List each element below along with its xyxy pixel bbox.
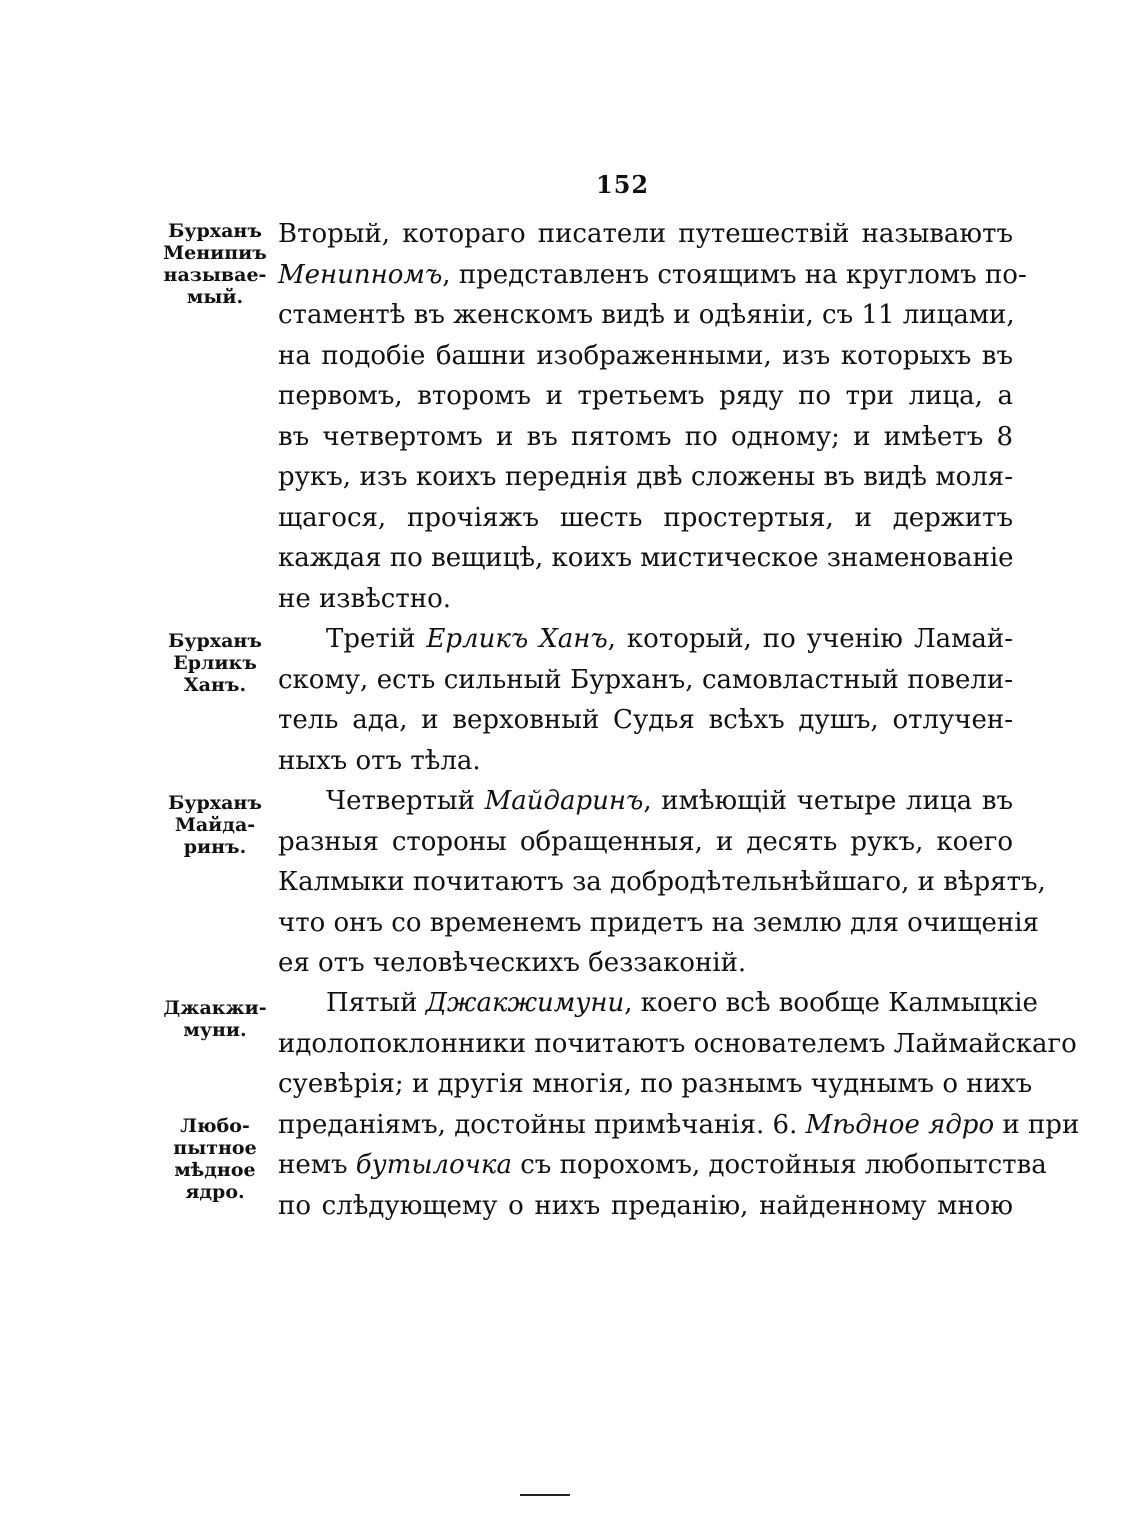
text-run: Пятый bbox=[326, 988, 426, 1018]
text-run: преданіямъ, достойны примѣчанія. 6. bbox=[278, 1109, 806, 1140]
text-line bbox=[278, 1145, 1047, 1186]
text-run: съ порохомъ, достойныя любопытства bbox=[511, 1150, 1047, 1180]
italic-term: Мѣдное ядро bbox=[805, 1109, 995, 1140]
text-run: , коего всѣ вообще Калмыцкіе bbox=[624, 988, 1038, 1018]
text-run: , имѣющій четыре лица въ bbox=[643, 786, 1013, 816]
margin-note-line: мѣдное bbox=[174, 1159, 256, 1181]
margin-note-line: мый. bbox=[186, 286, 244, 308]
page-number: 152 bbox=[596, 170, 650, 199]
text-line: разныя стороны обращенныя, и десять рукъ, коего bbox=[278, 826, 1013, 857]
margin-note-line: называе- bbox=[163, 264, 267, 286]
text-line: въ четвертомъ и въ пятомъ по одному; и имѣетъ 8 bbox=[278, 421, 1013, 452]
text-line: суевѣрія; и другія многія, по разнымъ чуднымъ о нихъ bbox=[278, 1069, 1033, 1099]
footer-rule bbox=[520, 1494, 570, 1496]
margin-note-burkhan-erlik bbox=[163, 630, 267, 696]
margin-note-copper-ball bbox=[163, 1115, 267, 1203]
italic-name: Менипномъ bbox=[278, 259, 443, 290]
margin-note-line: ядро. bbox=[185, 1181, 245, 1203]
text-line: тель ада, и верховный Судья всѣхъ душъ, отлучен- bbox=[278, 705, 1013, 735]
text-line: что онъ со временемъ придетъ на землю для очищенія bbox=[278, 907, 1039, 938]
text-line: Калмыки почитаютъ за добродѣтельнѣйшаго, и вѣрятъ, bbox=[278, 867, 1046, 897]
margin-note-line: Менипиъ bbox=[163, 242, 267, 264]
text-line: идолопоклонники почитаютъ основателемъ Лаймайскаго bbox=[278, 1028, 1077, 1059]
text-line: по слѣдующему о нихъ преданію, найденному мною bbox=[278, 1190, 1013, 1221]
paragraph-fourth-burkhan bbox=[278, 781, 1046, 984]
italic-name: Ерликъ Ханъ bbox=[426, 624, 608, 654]
margin-note-line: Бурханъ bbox=[168, 630, 262, 652]
italic-term: бутылочка bbox=[355, 1150, 512, 1180]
text-run: и при bbox=[994, 1109, 1080, 1140]
margin-note-line: пытное bbox=[173, 1137, 257, 1159]
margin-note-line: Майда- bbox=[174, 814, 256, 836]
margin-note-line: Любо- bbox=[180, 1115, 250, 1137]
text-line: на подобіе башни изображенными, изъ которыхъ въ bbox=[278, 340, 1013, 371]
text-line: щагося, прочіяжъ шесть простертыя, и держитъ bbox=[278, 502, 1013, 533]
italic-name: Майдаринъ bbox=[484, 786, 644, 816]
text-line: Вторый, котораго писатели путешествій называютъ bbox=[278, 219, 1013, 249]
paragraph-fifth-burkhan bbox=[278, 983, 1080, 1226]
margin-note-line: Ерликъ bbox=[173, 652, 257, 674]
margin-note-line: Бурханъ bbox=[168, 220, 262, 242]
margin-note-line: Джакжи- bbox=[163, 997, 267, 1019]
margin-note-dzhakzhimuni bbox=[163, 997, 267, 1041]
paragraph-second-burkhan bbox=[278, 214, 1027, 619]
text-run: , который, по ученію Ламай- bbox=[607, 624, 1013, 654]
margin-note-burkhan-menipp bbox=[163, 220, 267, 308]
text-line: не извѣстно. bbox=[278, 583, 451, 614]
paragraph-third-burkhan bbox=[278, 619, 1013, 781]
text-line bbox=[278, 781, 1013, 822]
text-line bbox=[278, 619, 1013, 660]
text-run: Третій bbox=[326, 624, 427, 654]
margin-note-line: ринъ. bbox=[183, 836, 247, 858]
text-line: стаментѣ въ женскомъ видѣ и одѣяніи, съ 11 лицами, bbox=[278, 300, 1015, 330]
text-run: Четвертый bbox=[326, 786, 485, 816]
text-line bbox=[278, 1105, 1080, 1146]
text-line: ея отъ человѣческихъ беззаконій. bbox=[278, 948, 747, 978]
text-line: каждая по вещицѣ, коихъ мистическое знаменованіе bbox=[278, 543, 1014, 573]
text-run: немъ bbox=[278, 1150, 356, 1180]
margin-note-line: Бурханъ bbox=[168, 792, 262, 814]
italic-name: Джакжимуни bbox=[425, 988, 625, 1018]
margin-note-burkhan-maidarin bbox=[163, 792, 267, 858]
text-line bbox=[278, 983, 1038, 1024]
margin-note-line: Ханъ. bbox=[183, 674, 247, 696]
margin-note-line: муни. bbox=[183, 1019, 247, 1041]
text-line: скому, есть сильный Бурханъ, самовластный повели- bbox=[278, 664, 1013, 695]
text-line bbox=[278, 255, 1027, 296]
text-line: первомъ, второмъ и третьемъ ряду по три лица, а bbox=[278, 381, 1013, 411]
text-run: , представленъ стоящимъ на кругломъ по- bbox=[442, 259, 1027, 290]
text-line: ныхъ отъ тѣла. bbox=[278, 745, 481, 776]
text-line: рукъ, изъ коихъ переднія двѣ сложены въ видѣ моля- bbox=[278, 462, 1013, 492]
